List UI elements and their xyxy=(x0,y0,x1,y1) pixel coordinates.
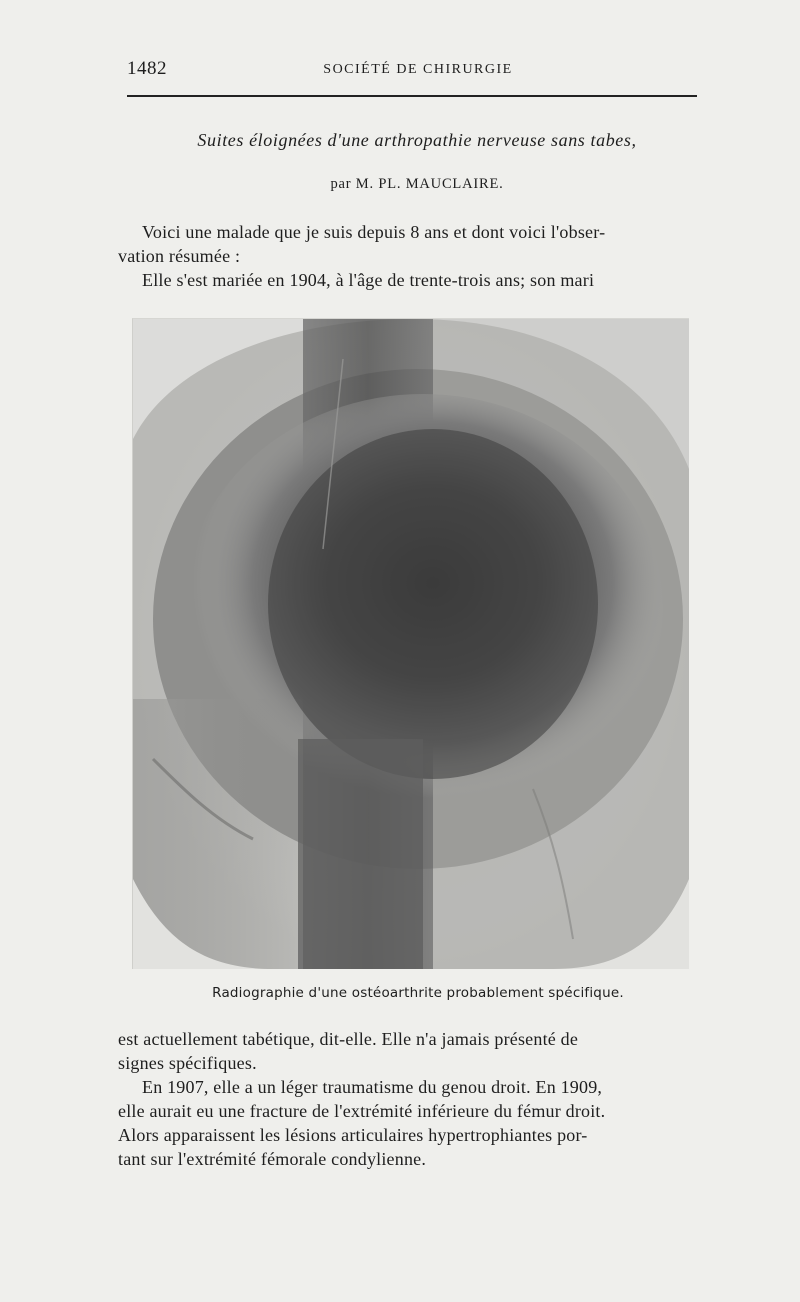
text-line: En 1907, elle a un léger traumatisme du genou droit. En 1909, xyxy=(142,1077,603,1097)
header-rule xyxy=(127,95,697,97)
text-line: Alors apparaissent les lésions articulaires hypertrophiantes por- xyxy=(118,1125,588,1145)
text-line: Voici une malade que je suis depuis 8 ans et dont voici l'obser- xyxy=(142,222,606,242)
text-line: tant sur l'extrémité fémorale condylienne. xyxy=(118,1149,427,1169)
text-line: vation résumée : xyxy=(118,246,241,266)
paragraph-history xyxy=(118,268,700,292)
running-head: SOCIÉTÉ DE CHIRURGIE xyxy=(323,62,513,77)
paragraph-continuation xyxy=(118,1027,700,1075)
article-title: Suites éloignées d'une arthropathie nerveuse sans tabes, xyxy=(197,130,637,150)
paragraph-trauma-history xyxy=(118,1075,700,1171)
page-number: 1482 xyxy=(127,58,167,79)
text-line: signes spécifiques. xyxy=(118,1053,257,1073)
text-line: elle aurait eu une fracture de l'extrémité inférieure du fémur droit. xyxy=(118,1101,606,1121)
author-byline: par M. PL. MAUCLAIRE. xyxy=(330,176,504,192)
text-line: est actuellement tabétique, dit-elle. Elle n'a jamais présenté de xyxy=(118,1029,579,1049)
paragraph-intro xyxy=(118,220,700,268)
radiograph-image xyxy=(133,319,689,969)
radiograph-figure xyxy=(132,318,689,969)
text-line: Elle s'est mariée en 1904, à l'âge de trente-trois ans; son mari xyxy=(142,270,595,290)
figure-caption: Radiographie d'une ostéoarthrite probablement spécifique. xyxy=(212,985,624,1001)
